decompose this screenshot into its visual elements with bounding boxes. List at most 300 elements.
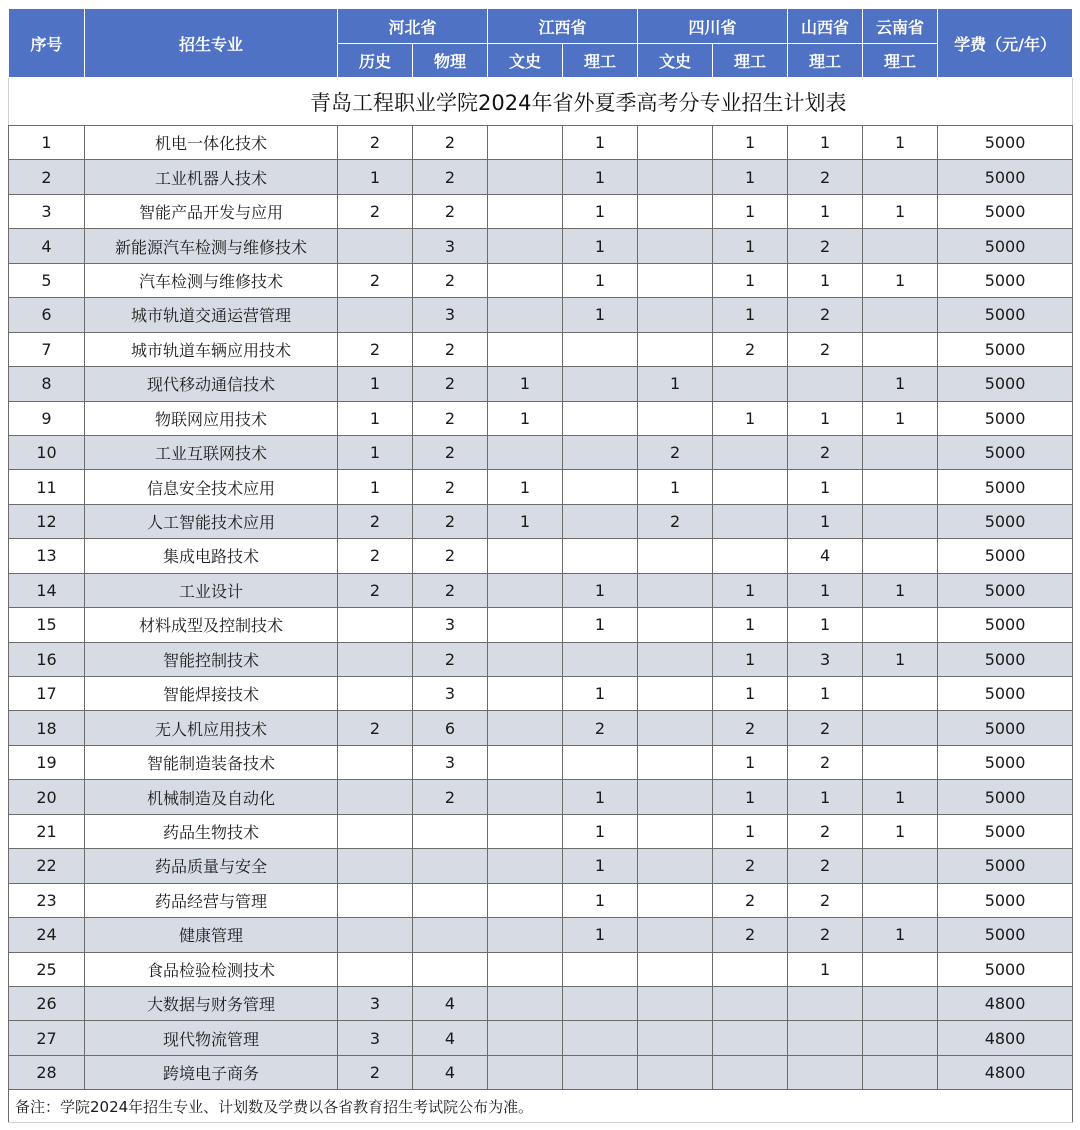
cell-fee: 5000 — [938, 401, 1073, 435]
cell-sichuan-science: 1 — [713, 642, 788, 676]
cell-hebei-history: 2 — [338, 332, 413, 366]
cell-yunnan-science — [863, 677, 938, 711]
cell-hebei-physics: 4 — [413, 986, 488, 1020]
cell-hebei-physics: 2 — [413, 194, 488, 228]
cell-hebei-history — [338, 745, 413, 779]
cell-shanxi-science: 2 — [788, 814, 863, 848]
cell-jiangxi-science: 1 — [563, 677, 638, 711]
cell-hebei-physics: 2 — [413, 126, 488, 160]
cell-jiangxi-arts — [488, 539, 563, 573]
cell-major: 机械制造及自动化 — [85, 780, 338, 814]
cell-shanxi-science: 1 — [788, 573, 863, 607]
cell-seq: 2 — [9, 160, 85, 194]
cell-shanxi-science — [788, 1055, 863, 1089]
cell-sichuan-arts — [638, 642, 713, 676]
table-row — [9, 401, 1073, 435]
cell-yunnan-science — [863, 745, 938, 779]
cell-fee: 5000 — [938, 642, 1073, 676]
cell-major: 信息安全技术应用 — [85, 470, 338, 504]
cell-major: 物联网应用技术 — [85, 401, 338, 435]
cell-major: 无人机应用技术 — [85, 711, 338, 745]
cell-jiangxi-science: 1 — [563, 573, 638, 607]
cell-shanxi-science: 1 — [788, 504, 863, 538]
cell-sichuan-arts — [638, 1055, 713, 1089]
cell-jiangxi-science: 1 — [563, 608, 638, 642]
table-header — [9, 9, 1073, 78]
cell-yunnan-science: 1 — [863, 367, 938, 401]
cell-hebei-history: 2 — [338, 711, 413, 745]
cell-yunnan-science — [863, 608, 938, 642]
cell-seq: 26 — [9, 986, 85, 1020]
cell-sichuan-science: 1 — [713, 401, 788, 435]
cell-hebei-physics — [413, 952, 488, 986]
cell-hebei-physics: 3 — [413, 745, 488, 779]
cell-seq: 28 — [9, 1055, 85, 1089]
cell-hebei-history — [338, 677, 413, 711]
cell-sichuan-science: 1 — [713, 814, 788, 848]
cell-seq: 12 — [9, 504, 85, 538]
cell-hebei-physics: 2 — [413, 332, 488, 366]
cell-sichuan-science: 1 — [713, 573, 788, 607]
cell-hebei-history: 3 — [338, 1021, 413, 1055]
cell-major: 健康管理 — [85, 918, 338, 952]
cell-jiangxi-science — [563, 367, 638, 401]
header-sub-jiangxi-science: 理工 — [563, 44, 638, 78]
cell-yunnan-science: 1 — [863, 126, 938, 160]
table-row — [9, 573, 1073, 607]
table-row — [9, 677, 1073, 711]
cell-jiangxi-arts — [488, 952, 563, 986]
cell-fee: 5000 — [938, 573, 1073, 607]
cell-sichuan-science: 1 — [713, 126, 788, 160]
cell-hebei-history — [338, 952, 413, 986]
cell-fee: 5000 — [938, 263, 1073, 297]
cell-jiangxi-science: 1 — [563, 849, 638, 883]
cell-major: 现代移动通信技术 — [85, 367, 338, 401]
cell-sichuan-arts — [638, 332, 713, 366]
cell-sichuan-science: 1 — [713, 745, 788, 779]
table-row — [9, 470, 1073, 504]
cell-hebei-history — [338, 849, 413, 883]
cell-jiangxi-arts — [488, 229, 563, 263]
cell-hebei-history: 1 — [338, 470, 413, 504]
cell-sichuan-science: 1 — [713, 298, 788, 332]
cell-sichuan-arts — [638, 1021, 713, 1055]
cell-jiangxi-arts — [488, 160, 563, 194]
header-sub-jiangxi-arts: 文史 — [488, 44, 563, 78]
cell-sichuan-science: 2 — [713, 918, 788, 952]
cell-yunnan-science: 1 — [863, 814, 938, 848]
cell-seq: 8 — [9, 367, 85, 401]
cell-major: 集成电路技术 — [85, 539, 338, 573]
cell-shanxi-science: 1 — [788, 470, 863, 504]
table-body — [9, 126, 1073, 1090]
cell-hebei-history — [338, 814, 413, 848]
cell-seq: 9 — [9, 401, 85, 435]
cell-yunnan-science — [863, 883, 938, 917]
cell-seq: 25 — [9, 952, 85, 986]
cell-major: 人工智能技术应用 — [85, 504, 338, 538]
cell-seq: 14 — [9, 573, 85, 607]
cell-jiangxi-arts — [488, 263, 563, 297]
cell-yunnan-science — [863, 539, 938, 573]
cell-hebei-physics: 2 — [413, 539, 488, 573]
cell-fee: 5000 — [938, 470, 1073, 504]
cell-sichuan-science: 1 — [713, 194, 788, 228]
cell-major: 智能产品开发与应用 — [85, 194, 338, 228]
cell-yunnan-science: 1 — [863, 401, 938, 435]
cell-jiangxi-science — [563, 952, 638, 986]
cell-jiangxi-science: 1 — [563, 883, 638, 917]
cell-fee: 4800 — [938, 1055, 1073, 1089]
cell-shanxi-science — [788, 986, 863, 1020]
cell-hebei-physics: 4 — [413, 1021, 488, 1055]
footnote-spacer — [938, 1090, 1073, 1123]
table-row — [9, 608, 1073, 642]
table-row — [9, 332, 1073, 366]
cell-jiangxi-science: 1 — [563, 194, 638, 228]
cell-hebei-history: 1 — [338, 435, 413, 469]
cell-sichuan-arts — [638, 952, 713, 986]
cell-fee: 5000 — [938, 504, 1073, 538]
cell-fee: 5000 — [938, 298, 1073, 332]
cell-shanxi-science: 2 — [788, 332, 863, 366]
cell-hebei-history — [338, 780, 413, 814]
cell-sichuan-arts — [638, 849, 713, 883]
cell-jiangxi-arts: 1 — [488, 470, 563, 504]
cell-jiangxi-science — [563, 470, 638, 504]
cell-jiangxi-arts — [488, 849, 563, 883]
header-sub-sichuan-arts: 文史 — [638, 44, 713, 78]
cell-fee: 5000 — [938, 539, 1073, 573]
cell-jiangxi-science: 1 — [563, 263, 638, 297]
cell-seq: 23 — [9, 883, 85, 917]
cell-hebei-physics: 2 — [413, 401, 488, 435]
note-section — [9, 1090, 1073, 1123]
cell-fee: 5000 — [938, 849, 1073, 883]
cell-jiangxi-arts — [488, 711, 563, 745]
header-province-jiangxi: 江西省 — [488, 9, 638, 44]
header-sub-yunnan-science: 理工 — [863, 44, 938, 78]
cell-hebei-physics: 3 — [413, 298, 488, 332]
cell-fee: 5000 — [938, 126, 1073, 160]
cell-hebei-physics: 3 — [413, 677, 488, 711]
table-row — [9, 1021, 1073, 1055]
cell-sichuan-arts: 1 — [638, 470, 713, 504]
cell-sichuan-arts — [638, 573, 713, 607]
table-row — [9, 194, 1073, 228]
cell-shanxi-science: 2 — [788, 229, 863, 263]
cell-sichuan-science — [713, 952, 788, 986]
cell-seq: 3 — [9, 194, 85, 228]
header-sub-shanxi-science: 理工 — [788, 44, 863, 78]
cell-major: 食品检验检测技术 — [85, 952, 338, 986]
cell-shanxi-science: 1 — [788, 263, 863, 297]
cell-sichuan-science: 1 — [713, 160, 788, 194]
cell-major: 材料成型及控制技术 — [85, 608, 338, 642]
header-major: 招生专业 — [85, 9, 338, 78]
cell-major: 机电一体化技术 — [85, 126, 338, 160]
cell-jiangxi-science: 1 — [563, 780, 638, 814]
cell-major: 智能控制技术 — [85, 642, 338, 676]
cell-hebei-history: 2 — [338, 539, 413, 573]
cell-seq: 19 — [9, 745, 85, 779]
cell-sichuan-science — [713, 1055, 788, 1089]
cell-sichuan-science: 1 — [713, 780, 788, 814]
cell-jiangxi-arts — [488, 745, 563, 779]
cell-hebei-physics: 2 — [413, 780, 488, 814]
cell-jiangxi-science — [563, 504, 638, 538]
cell-major: 智能制造装备技术 — [85, 745, 338, 779]
cell-sichuan-arts — [638, 918, 713, 952]
cell-seq: 15 — [9, 608, 85, 642]
cell-sichuan-science — [713, 470, 788, 504]
cell-hebei-history: 1 — [338, 160, 413, 194]
cell-jiangxi-science — [563, 1055, 638, 1089]
cell-major: 工业设计 — [85, 573, 338, 607]
table-row — [9, 918, 1073, 952]
cell-seq: 10 — [9, 435, 85, 469]
cell-fee: 5000 — [938, 435, 1073, 469]
cell-major: 工业互联网技术 — [85, 435, 338, 469]
cell-sichuan-arts — [638, 814, 713, 848]
cell-shanxi-science: 1 — [788, 677, 863, 711]
cell-fee: 5000 — [938, 745, 1073, 779]
cell-yunnan-science — [863, 1021, 938, 1055]
table-row — [9, 986, 1073, 1020]
cell-yunnan-science — [863, 952, 938, 986]
cell-jiangxi-science — [563, 332, 638, 366]
cell-seq: 20 — [9, 780, 85, 814]
cell-yunnan-science: 1 — [863, 780, 938, 814]
cell-seq: 27 — [9, 1021, 85, 1055]
cell-yunnan-science — [863, 711, 938, 745]
cell-shanxi-science: 2 — [788, 711, 863, 745]
cell-hebei-history: 2 — [338, 194, 413, 228]
cell-hebei-physics: 3 — [413, 229, 488, 263]
cell-sichuan-arts — [638, 539, 713, 573]
cell-yunnan-science — [863, 435, 938, 469]
cell-seq: 18 — [9, 711, 85, 745]
cell-jiangxi-arts — [488, 1055, 563, 1089]
table-row — [9, 435, 1073, 469]
header-sub-hebei-history: 历史 — [338, 44, 413, 78]
cell-hebei-physics: 2 — [413, 642, 488, 676]
cell-jiangxi-arts — [488, 814, 563, 848]
cell-jiangxi-science: 1 — [563, 126, 638, 160]
title-section — [9, 78, 1073, 126]
cell-sichuan-science: 1 — [713, 229, 788, 263]
cell-shanxi-science: 3 — [788, 642, 863, 676]
cell-hebei-physics: 3 — [413, 608, 488, 642]
table-row — [9, 160, 1073, 194]
cell-shanxi-science: 2 — [788, 849, 863, 883]
cell-sichuan-science: 2 — [713, 883, 788, 917]
cell-yunnan-science: 1 — [863, 918, 938, 952]
cell-seq: 16 — [9, 642, 85, 676]
cell-hebei-physics — [413, 849, 488, 883]
cell-jiangxi-arts — [488, 573, 563, 607]
cell-jiangxi-arts — [488, 1021, 563, 1055]
cell-hebei-history: 2 — [338, 263, 413, 297]
cell-fee: 5000 — [938, 194, 1073, 228]
table-row — [9, 642, 1073, 676]
cell-jiangxi-arts — [488, 194, 563, 228]
table-row — [9, 952, 1073, 986]
cell-shanxi-science: 1 — [788, 194, 863, 228]
table-row — [9, 126, 1073, 160]
cell-major: 工业机器人技术 — [85, 160, 338, 194]
cell-fee: 4800 — [938, 986, 1073, 1020]
table-row — [9, 229, 1073, 263]
cell-hebei-physics: 2 — [413, 470, 488, 504]
enrollment-plan-table — [8, 8, 1073, 1123]
cell-hebei-physics: 4 — [413, 1055, 488, 1089]
cell-jiangxi-science — [563, 642, 638, 676]
table-row — [9, 504, 1073, 538]
cell-jiangxi-arts — [488, 642, 563, 676]
cell-sichuan-arts — [638, 298, 713, 332]
header-sub-sichuan-science: 理工 — [713, 44, 788, 78]
cell-jiangxi-arts — [488, 126, 563, 160]
cell-hebei-physics — [413, 883, 488, 917]
cell-sichuan-arts — [638, 194, 713, 228]
cell-yunnan-science — [863, 332, 938, 366]
cell-sichuan-arts — [638, 780, 713, 814]
cell-fee: 5000 — [938, 677, 1073, 711]
cell-sichuan-science: 1 — [713, 608, 788, 642]
cell-shanxi-science: 1 — [788, 608, 863, 642]
cell-major: 药品质量与安全 — [85, 849, 338, 883]
cell-yunnan-science — [863, 160, 938, 194]
cell-fee: 5000 — [938, 883, 1073, 917]
cell-major: 城市轨道车辆应用技术 — [85, 332, 338, 366]
cell-jiangxi-arts — [488, 332, 563, 366]
cell-hebei-history — [338, 883, 413, 917]
cell-sichuan-arts — [638, 263, 713, 297]
cell-fee: 5000 — [938, 160, 1073, 194]
cell-jiangxi-science: 2 — [563, 711, 638, 745]
cell-fee: 5000 — [938, 780, 1073, 814]
cell-shanxi-science — [788, 367, 863, 401]
cell-hebei-history — [338, 298, 413, 332]
cell-yunnan-science — [863, 504, 938, 538]
cell-jiangxi-arts — [488, 435, 563, 469]
table-row — [9, 849, 1073, 883]
cell-sichuan-science — [713, 1021, 788, 1055]
cell-jiangxi-science — [563, 745, 638, 779]
header-province-shanxi: 山西省 — [788, 9, 863, 44]
cell-hebei-physics — [413, 814, 488, 848]
cell-jiangxi-arts: 1 — [488, 401, 563, 435]
cell-sichuan-science: 1 — [713, 263, 788, 297]
page-title: 青岛工程职业学院2024年省外夏季高考分专业招生计划表 — [85, 78, 1073, 126]
cell-sichuan-science: 2 — [713, 332, 788, 366]
cell-yunnan-science — [863, 1055, 938, 1089]
cell-hebei-history: 2 — [338, 126, 413, 160]
cell-fee: 5000 — [938, 711, 1073, 745]
cell-seq: 22 — [9, 849, 85, 883]
cell-hebei-physics: 2 — [413, 160, 488, 194]
cell-yunnan-science: 1 — [863, 263, 938, 297]
cell-major: 药品生物技术 — [85, 814, 338, 848]
cell-major: 现代物流管理 — [85, 1021, 338, 1055]
header-sub-hebei-physics: 物理 — [413, 44, 488, 78]
cell-seq: 6 — [9, 298, 85, 332]
table-row — [9, 539, 1073, 573]
cell-shanxi-science: 2 — [788, 298, 863, 332]
cell-hebei-physics — [413, 918, 488, 952]
cell-major: 汽车检测与维修技术 — [85, 263, 338, 297]
cell-major: 药品经营与管理 — [85, 883, 338, 917]
cell-fee: 5000 — [938, 229, 1073, 263]
cell-sichuan-science — [713, 986, 788, 1020]
cell-shanxi-science: 2 — [788, 160, 863, 194]
cell-hebei-history: 1 — [338, 367, 413, 401]
cell-fee: 5000 — [938, 814, 1073, 848]
cell-hebei-physics: 2 — [413, 367, 488, 401]
cell-seq: 17 — [9, 677, 85, 711]
cell-fee: 4800 — [938, 1021, 1073, 1055]
footnote: 备注：学院2024年招生专业、计划数及学费以各省教育招生考试院公布为准。 — [9, 1090, 938, 1123]
cell-seq: 7 — [9, 332, 85, 366]
cell-hebei-physics: 2 — [413, 573, 488, 607]
cell-shanxi-science: 2 — [788, 745, 863, 779]
plan-sheet — [8, 8, 1072, 1123]
cell-sichuan-arts: 1 — [638, 367, 713, 401]
cell-sichuan-arts — [638, 677, 713, 711]
cell-sichuan-arts — [638, 608, 713, 642]
cell-yunnan-science — [863, 470, 938, 504]
cell-jiangxi-arts — [488, 883, 563, 917]
cell-yunnan-science: 1 — [863, 194, 938, 228]
table-row — [9, 745, 1073, 779]
cell-seq: 1 — [9, 126, 85, 160]
cell-jiangxi-science: 1 — [563, 229, 638, 263]
cell-jiangxi-science — [563, 435, 638, 469]
cell-jiangxi-arts — [488, 780, 563, 814]
cell-seq: 24 — [9, 918, 85, 952]
cell-hebei-physics: 2 — [413, 435, 488, 469]
cell-hebei-physics: 2 — [413, 263, 488, 297]
cell-jiangxi-science — [563, 1021, 638, 1055]
cell-major: 新能源汽车检测与维修技术 — [85, 229, 338, 263]
cell-fee: 5000 — [938, 332, 1073, 366]
cell-fee: 5000 — [938, 367, 1073, 401]
cell-jiangxi-science: 1 — [563, 918, 638, 952]
cell-shanxi-science: 1 — [788, 401, 863, 435]
cell-seq: 11 — [9, 470, 85, 504]
cell-sichuan-arts — [638, 883, 713, 917]
cell-seq: 5 — [9, 263, 85, 297]
cell-shanxi-science: 1 — [788, 952, 863, 986]
table-row — [9, 883, 1073, 917]
cell-hebei-history: 2 — [338, 573, 413, 607]
table-row — [9, 298, 1073, 332]
cell-sichuan-arts — [638, 711, 713, 745]
cell-jiangxi-arts — [488, 298, 563, 332]
cell-jiangxi-science: 1 — [563, 160, 638, 194]
cell-sichuan-arts — [638, 745, 713, 779]
cell-sichuan-arts — [638, 401, 713, 435]
cell-hebei-history: 3 — [338, 986, 413, 1020]
cell-hebei-history — [338, 608, 413, 642]
table-row — [9, 367, 1073, 401]
cell-sichuan-arts — [638, 229, 713, 263]
cell-seq: 21 — [9, 814, 85, 848]
cell-jiangxi-science: 1 — [563, 814, 638, 848]
cell-hebei-history — [338, 642, 413, 676]
